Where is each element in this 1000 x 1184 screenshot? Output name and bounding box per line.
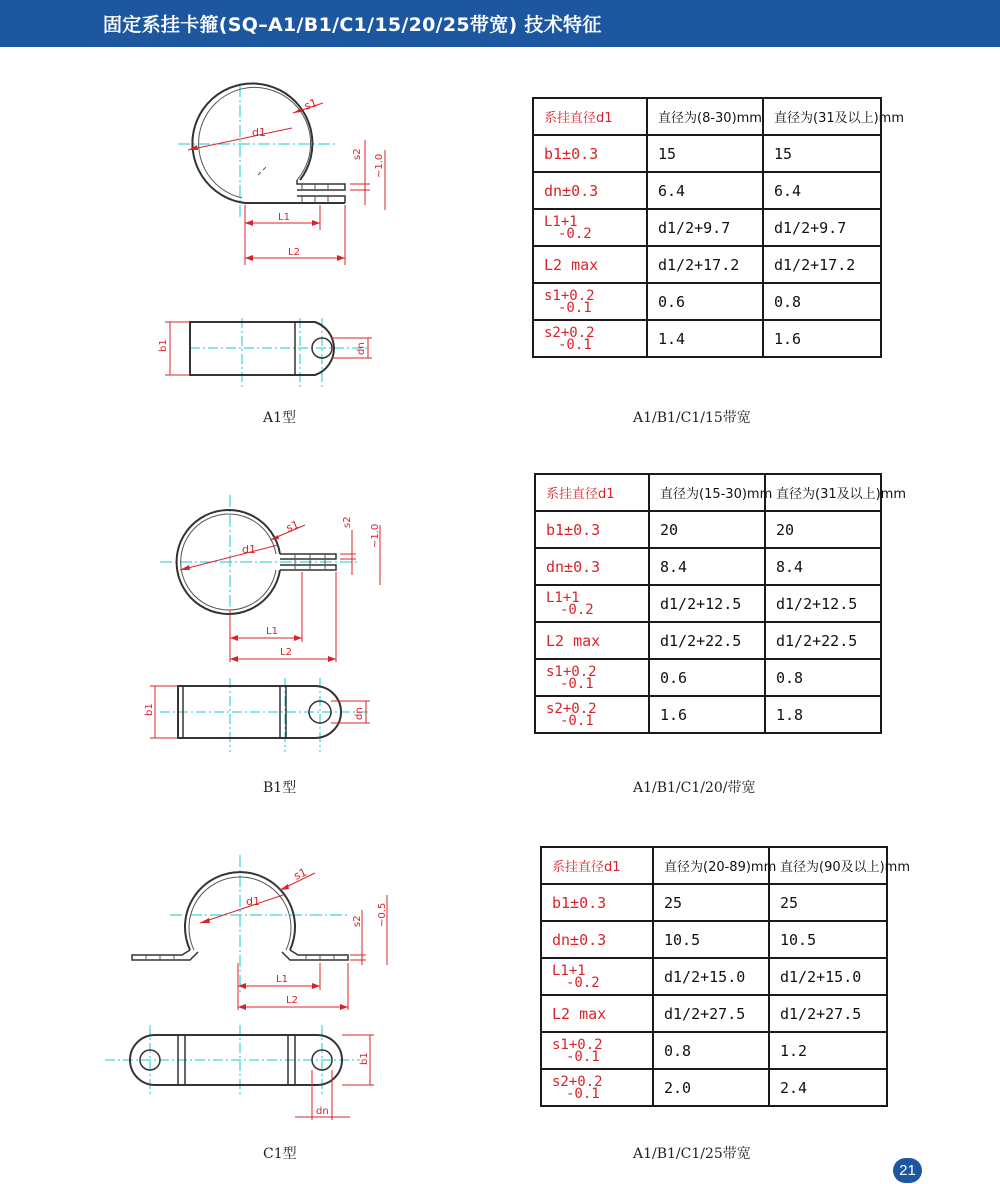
table-row xyxy=(533,246,881,283)
row-value1: 15 xyxy=(647,135,763,172)
a1-drawing xyxy=(158,80,410,400)
a1-s1-label: s1 xyxy=(302,96,319,113)
c1-tab-right xyxy=(282,950,348,960)
c1-drawing-svg xyxy=(100,855,400,1125)
c1-b1-label: b1 xyxy=(359,1052,370,1065)
header-col2: 直径为(31及以上)mm xyxy=(765,474,881,511)
c1-spec-table xyxy=(540,846,911,1107)
header-label: 系挂直径d1 xyxy=(541,847,653,884)
page-title: 固定系挂卡箍(SQ–A1/B1/C1/15/20/25带宽) 技术特征 xyxy=(103,14,602,36)
row-value2: 25 xyxy=(769,884,887,921)
c1-table-caption: A1/B1/C1/25带宽 xyxy=(633,1146,751,1162)
row-value2: 0.8 xyxy=(765,659,881,696)
table-row xyxy=(533,135,881,172)
row-label: L2 max xyxy=(533,246,647,283)
row-value1: d1/2+27.5 xyxy=(653,995,769,1032)
row-tolerance: -0.2 xyxy=(560,602,594,618)
c1-tab-left xyxy=(132,950,198,960)
b1-spec-table xyxy=(534,473,907,734)
b1-clear-label: ~1.0 xyxy=(370,523,381,548)
c1-caption: C1型 xyxy=(263,1146,297,1162)
b1-tab-upper xyxy=(280,554,336,559)
page-number: 21 xyxy=(893,1158,922,1183)
table-row xyxy=(535,622,881,659)
row-label: s2+0.2 -0.1 xyxy=(544,325,595,353)
row-value1: 0.6 xyxy=(647,283,763,320)
b1-l2-label: L2 xyxy=(280,647,292,658)
a1-clear-label: ~1.0 xyxy=(374,153,385,178)
row-value1: 20 xyxy=(649,511,765,548)
row-label: s2+0.2 -0.1 xyxy=(552,1074,603,1102)
table-row xyxy=(535,511,881,548)
table-row xyxy=(533,283,881,320)
b1-s1-label: s1 xyxy=(284,517,301,535)
row-value2: d1/2+9.7 xyxy=(763,209,881,246)
c1-s2-label: s2 xyxy=(352,915,363,927)
row-value2: 8.4 xyxy=(765,548,881,585)
row-value2: 2.4 xyxy=(769,1069,887,1106)
a1-s2-label: s2 xyxy=(352,148,363,160)
b1-caption: B1型 xyxy=(263,780,297,796)
row-value2: d1/2+22.5 xyxy=(765,622,881,659)
row-label: s1+0.2 -0.1 xyxy=(552,1037,603,1065)
row-value2: d1/2+17.2 xyxy=(763,246,881,283)
row-label: b1±0.3 xyxy=(541,884,653,921)
row-label: L2 max xyxy=(535,622,649,659)
a1-clamp-inner xyxy=(199,87,311,198)
table-header-row xyxy=(533,98,881,135)
row-tolerance: -0.1 xyxy=(560,713,594,729)
page-header xyxy=(0,0,1000,47)
a1-caption: A1型 xyxy=(263,410,297,426)
table-row xyxy=(535,585,881,622)
row-value2: 1.6 xyxy=(763,320,881,357)
row-label: L1+1 -0.2 xyxy=(546,590,594,618)
c1-drawing xyxy=(100,855,400,1125)
row-label: s1+0.2 -0.1 xyxy=(546,664,597,692)
table-header-row xyxy=(541,847,887,884)
row-value2: 15 xyxy=(763,135,881,172)
table-row xyxy=(541,1032,887,1069)
row-label: b1±0.3 xyxy=(533,135,647,172)
table-row xyxy=(541,884,887,921)
row-value1: 0.6 xyxy=(649,659,765,696)
table-row xyxy=(541,958,887,995)
row-value1: 2.0 xyxy=(653,1069,769,1106)
row-value1: d1/2+9.7 xyxy=(647,209,763,246)
row-value1: d1/2+12.5 xyxy=(649,585,765,622)
a1-tab-upper xyxy=(297,180,345,190)
row-tolerance: -0.1 xyxy=(566,1086,600,1102)
table-row xyxy=(535,696,881,733)
b1-l1-label: L1 xyxy=(266,626,278,637)
row-label: s1+0.2 -0.1 xyxy=(544,288,595,316)
row-tolerance: -0.1 xyxy=(558,300,592,316)
a1-clamp-outline xyxy=(192,83,345,203)
row-value2: d1/2+27.5 xyxy=(769,995,887,1032)
b1-table-caption: A1/B1/C1/20/带宽 xyxy=(633,780,756,796)
a1-d1-label: d1 xyxy=(252,126,266,139)
header-col2: 直径为(90及以上)mm xyxy=(769,847,887,884)
row-label: b1±0.3 xyxy=(535,511,649,548)
table-row xyxy=(533,320,881,357)
row-label: dn±0.3 xyxy=(541,921,653,958)
a1-l1-label: L1 xyxy=(278,212,290,223)
table-row xyxy=(535,659,881,696)
a1-l2-label: L2 xyxy=(288,247,300,258)
row-value2: 6.4 xyxy=(763,172,881,209)
row-label: s2+0.2 -0.1 xyxy=(546,701,597,729)
c1-d1-label: d1 xyxy=(246,895,260,908)
row-tolerance: -0.2 xyxy=(558,226,592,242)
a1-drawing-svg xyxy=(158,80,410,400)
row-value1: 8.4 xyxy=(649,548,765,585)
a1-tab-lower xyxy=(297,196,345,203)
c1-l1-label: L1 xyxy=(276,974,288,985)
header-label: 系挂直径d1 xyxy=(535,474,649,511)
c1-s1-label: s1 xyxy=(291,865,309,883)
row-value1: d1/2+17.2 xyxy=(647,246,763,283)
header-col1: 直径为(8-30)mm xyxy=(647,98,763,135)
table-row xyxy=(541,995,887,1032)
row-label: L2 max xyxy=(541,995,653,1032)
row-tolerance: -0.1 xyxy=(560,676,594,692)
table-row xyxy=(535,548,881,585)
row-value2: 10.5 xyxy=(769,921,887,958)
b1-d1-label: d1 xyxy=(242,543,256,556)
row-tolerance: -0.1 xyxy=(558,337,592,353)
row-value2: 1.2 xyxy=(769,1032,887,1069)
table-row xyxy=(541,921,887,958)
row-value1: d1/2+22.5 xyxy=(649,622,765,659)
row-value2: 0.8 xyxy=(763,283,881,320)
a1-spec-table xyxy=(532,97,905,358)
c1-l2-label: L2 xyxy=(286,995,298,1006)
row-value1: 10.5 xyxy=(653,921,769,958)
row-value2: d1/2+12.5 xyxy=(765,585,881,622)
c1-dn-label: dn xyxy=(316,1106,329,1117)
row-value1: d1/2+15.0 xyxy=(653,958,769,995)
row-label: dn±0.3 xyxy=(533,172,647,209)
a1-dn-label: dn xyxy=(356,342,367,355)
row-tolerance: -0.1 xyxy=(566,1049,600,1065)
row-value1: 0.8 xyxy=(653,1032,769,1069)
row-label: L1+1 -0.2 xyxy=(552,963,600,991)
a1-table-caption: A1/B1/C1/15带宽 xyxy=(633,410,751,426)
row-value2: 20 xyxy=(765,511,881,548)
row-label: L1+1 -0.2 xyxy=(544,214,592,242)
row-value2: 1.8 xyxy=(765,696,881,733)
row-value2: d1/2+15.0 xyxy=(769,958,887,995)
row-tolerance: -0.2 xyxy=(566,975,600,991)
header-label: 系挂直径d1 xyxy=(533,98,647,135)
row-value1: 1.6 xyxy=(649,696,765,733)
row-value1: 6.4 xyxy=(647,172,763,209)
table-row xyxy=(541,1069,887,1106)
row-value1: 25 xyxy=(653,884,769,921)
c1-clear-label: ~0.5 xyxy=(377,902,388,927)
header-col2: 直径为(31及以上)mm xyxy=(763,98,881,135)
b1-b1-label: b1 xyxy=(144,703,155,716)
table-header-row xyxy=(535,474,881,511)
header-col1: 直径为(15-30)mm xyxy=(649,474,765,511)
table-row xyxy=(533,172,881,209)
header-col1: 直径为(20-89)mm xyxy=(653,847,769,884)
table-row xyxy=(533,209,881,246)
b1-s2-label: s2 xyxy=(342,516,353,528)
b1-dn-label: dn xyxy=(354,707,365,720)
row-value1: 1.4 xyxy=(647,320,763,357)
row-label: dn±0.3 xyxy=(535,548,649,585)
b1-drawing-svg xyxy=(130,490,400,760)
b1-drawing xyxy=(130,490,400,760)
b1-tab-lower xyxy=(280,565,336,570)
a1-b1-label: b1 xyxy=(158,339,169,352)
